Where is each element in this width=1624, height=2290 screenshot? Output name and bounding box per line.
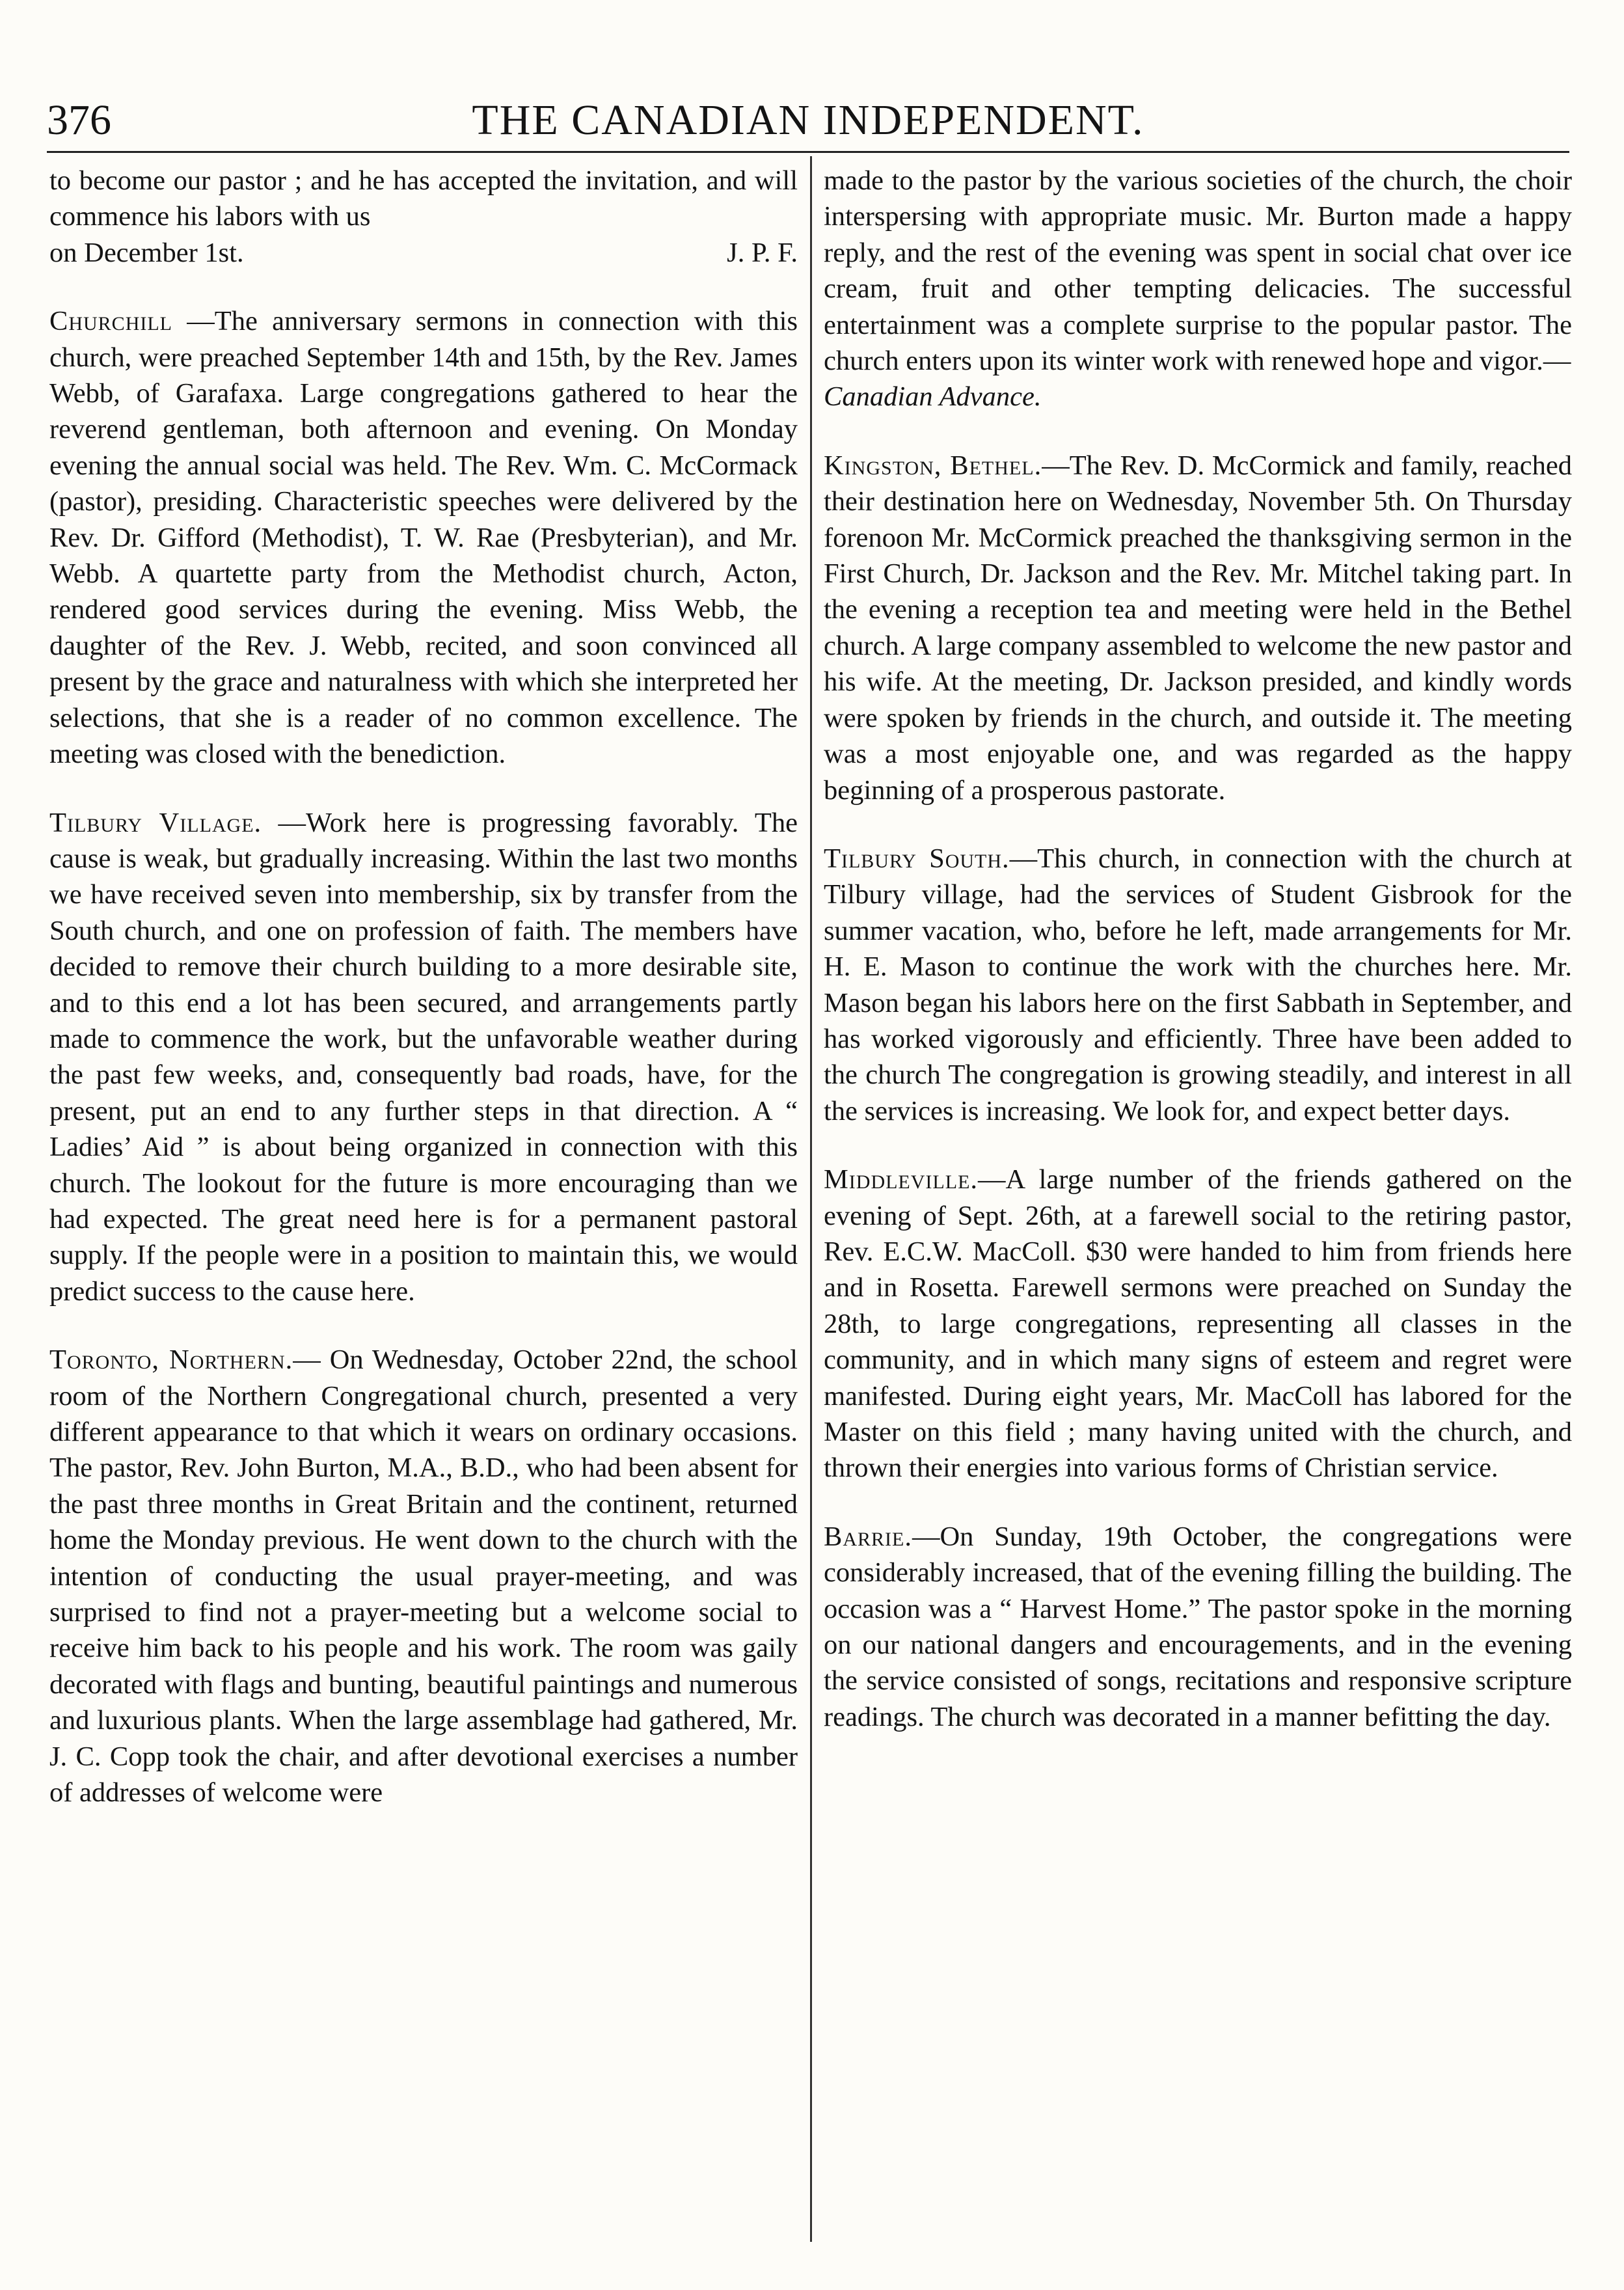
article-lead-barrie: Barrie. — [824, 1521, 912, 1552]
article-lead-toronto-northern: Toronto, Northern. — [49, 1344, 293, 1376]
column-divider — [810, 156, 812, 2242]
article-lead-churchill: Churchill — [49, 306, 173, 337]
article-toronto-northern — [49, 1342, 798, 1810]
article-tilbury-village — [49, 805, 798, 1310]
signature: J. P. F. — [727, 237, 798, 268]
continuation-paragraph — [49, 163, 798, 271]
article-lead-kingston-bethel: Kingston, Bethel. — [824, 450, 1042, 481]
page-number: 376 — [47, 96, 111, 144]
article-body-tilbury-south: —This church, in connection with the church at Tilbury village, had the services of Student Gisbrook for the summer vacation, who, before he left, made arrangements for Mr. H. E. Mason to continue the work with the churches here. Mr. Mason began his labors here on the first Sabbath in September, and has worked vigorously and efficiently. Three have been added to the church The congregation is growing steadily, and interest in all the services is increasing. We look for, and expect better days. — [824, 843, 1572, 1126]
article-middleville — [824, 1162, 1572, 1486]
article-body-kingston-bethel: —The Rev. D. McCormick and family, reached their destination here on Wednesday, November 5th. On Thursday forenoon Mr. McCormick preached the thanksgiving sermon in the First Church, Dr. Jackson and the Rev. Mr. Mitchel taking part. In the evening a reception tea and meeting were held in the Bethel church. A large company assembled to welcome the new pastor and his wife. At the meeting, Dr. Jackson presided, and kindly words were spoken by friends in the church, and outside it. The meeting was a most enjoyable one, and was regarded as the happy beginning of a prosperous pastorate. — [824, 450, 1573, 806]
article-lead-middleville: Middleville. — [824, 1164, 979, 1195]
article-body-toronto-northern: — On Wednesday, October 22nd, the school room of the Northern Congregational church, presented a very different appearance to that which it wears on ordinary occasions. The pastor, Rev. John Burton, M.A., B.D., who had been absent for the past three months in Great Britain and the continent, returned home the Monday previous. He went down to the church with the intention of conducting the usual prayer-meeting, and was surprised to find not a prayer-meeting but a welcome social to receive him back to his people and his work. The room was gaily decorated with flags and bunting, beautiful paintings and numerous and luxurious plants. When the large assemblage had gathered, Mr. J. C. Copp took the chair, and after devotional exercises a number of addresses of welcome were — [49, 1344, 798, 1808]
article-barrie — [824, 1519, 1572, 1735]
article-body-barrie: —On Sunday, 19th October, the congregations were considerably increased, that of the evening filling the building. The occasion was a “ Harvest Home.” The pastor spoke in the morning on our national dangers and encouragements, and in the evening the service consisted of songs, recitations and responsive scripture readings. The church was decorated in a manner befitting the day. — [824, 1521, 1572, 1732]
right-column — [824, 163, 1572, 1735]
article-body-churchill: —The anniversary sermons in connection with this church, were preached September 14th and 15th, by the Rev. James Webb, of Garafaxa. Large congregations gathered to hear the reverend gentleman, both afternoon and evening. On Monday evening the annual social was held. The Rev. Wm. C. McCormack (pastor), presiding. Characteristic speeches were delivered by the Rev. Dr. Gifford (Methodist), T. W. Rae (Presbyterian), and Mr. Webb. A quartette party from the Methodist church, Acton, rendered good services during the evening. Miss Webb, the daughter of the Rev. J. Webb, recited, and soon convinced all present by the grace and naturalness with which she interpreted her selections, that she is a reader of no common excellence. The meeting was closed with the benediction. — [49, 306, 798, 770]
signature-line — [49, 235, 798, 271]
running-title: THE CANADIAN INDEPENDENT. — [472, 96, 1144, 144]
article-lead-tilbury-village: Tilbury Village. — [49, 807, 262, 838]
article-lead-tilbury-south: Tilbury South. — [824, 843, 1010, 874]
article-kingston-bethel — [824, 448, 1572, 808]
header-rule — [47, 151, 1569, 153]
source-credit: Canadian Advance. — [824, 381, 1042, 413]
article-body-middleville: —A large number of the friends gathered on the evening of Sept. 26th, at a farewell social to the retiring pastor, Rev. E.C.W. MacColl. $30 were handed to him from friends here and in Rosetta. Farewell sermons were preached on Sunday the 28th, to large congregations, representing all classes in the community, and in which many signs of esteem and regret were manifested. During eight years, Mr. MacColl has labored for the Master on this field ; many having united with the church, and thrown their energies into various forms of Christian service. — [824, 1164, 1572, 1484]
toronto-continued-text: made to the pastor by the various societies of the church, the choir interspersing with appropriate music. Mr. Burton made a happy reply, and the rest of the evening was spent in social chat over ice cream, fruit and other tempting delicacies. The successful entertainment was a complete surprise to the popular pastor. The church enters upon its winter work with renewed hope and vigor.— — [824, 165, 1572, 377]
article-body-tilbury-village: —Work here is progressing favorably. The cause is weak, but gradually increasing. Within the last two months we have received seven into membership, six by transfer from the South church, and one on profession of faith. The members have decided to remove their church building to a more desirable site, and to this end a lot has been secured, and arrangements partly made to commence the work, but the unfavorable weather during the past few weeks, and, consequently bad roads, have, for the present, put an end to any further steps in that direction. A “ Ladies’ Aid ” is about being organized in connection with this church. The lookout for the future is more encouraging than we had expected. The great need here is for a permanent pastoral supply. If the people were in a position to maintain this, we would predict success to the cause here. — [49, 807, 798, 1307]
continuation-last-line: on December 1st. — [49, 237, 244, 268]
left-column — [49, 163, 798, 1810]
continuation-text: to become our pastor ; and he has accepted the invitation, and will commence his labors with us — [49, 165, 798, 232]
article-tilbury-south — [824, 841, 1572, 1129]
toronto-continued-paragraph — [824, 163, 1572, 415]
page-header — [47, 98, 1569, 143]
article-churchill — [49, 303, 798, 772]
